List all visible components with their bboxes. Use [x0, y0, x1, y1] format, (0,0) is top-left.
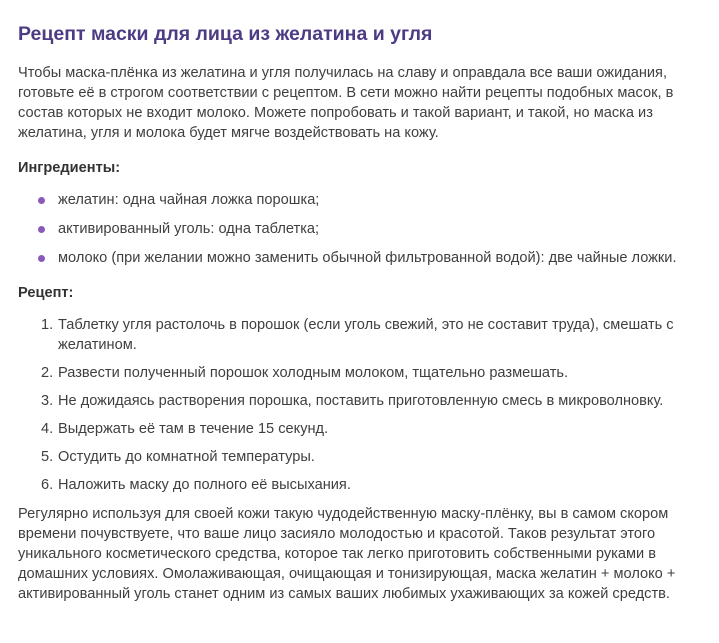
list-item	[41, 447, 701, 467]
recipe-heading: Рецепт:	[18, 285, 74, 301]
ingredients-heading: Ингредиенты:	[18, 160, 121, 176]
article-title: Рецепт маски для лица из желатина и угля	[18, 23, 433, 45]
step-number: 3.	[41, 393, 54, 409]
recipe-steps-list	[18, 315, 701, 495]
step-text: Остудить до комнатной температуры.	[58, 449, 315, 465]
step-text: Не дожидаясь растворения порошка, поставить приготовленную смесь в микроволновку.	[58, 393, 664, 409]
ingredient-text: желатин: одна чайная ложка порошка;	[58, 192, 320, 208]
ingredient-text: активированный уголь: одна таблетка;	[58, 221, 320, 237]
step-number: 5.	[41, 449, 54, 465]
ingredient-text: молоко (при желании можно заменить обычной фильтрованной водой): две чайные ложки.	[58, 250, 677, 266]
closing-paragraph: Регулярно используя для своей кожи такую чудодейственную маску-плёнку, вы в самом скором времени почувствуете, что ваше лицо засияло молодостью и красотой. Таков результат этого уникального косметического средства, которое так легко приготовить собственными руками в домашних условиях. Омолаживающая, очищающая и тонизирующая, маска желатин + молоко + активированный уголь станет одним из самых ваших любимых ухаживающих за кожей средств.	[18, 506, 676, 602]
list-item	[41, 475, 701, 495]
bullet-dot-icon	[38, 226, 45, 233]
step-number: 6.	[41, 477, 54, 493]
list-item	[41, 363, 701, 383]
list-item	[58, 219, 701, 239]
list-item	[41, 315, 701, 355]
step-number: 4.	[41, 421, 54, 437]
ingredients-list	[18, 190, 701, 268]
step-text: Выдержать её там в течение 15 секунд.	[58, 421, 329, 437]
bullet-dot-icon	[38, 197, 45, 204]
list-item	[41, 419, 701, 439]
step-text: Таблетку угля растолочь в порошок (если уголь свежий, это не составит труда), смешать с желатином.	[58, 317, 674, 353]
list-item	[58, 248, 701, 268]
step-text: Наложить маску до полного её высыхания.	[58, 477, 351, 493]
list-item	[41, 391, 701, 411]
step-text: Развести полученный порошок холодным молоком, тщательно размешать.	[58, 365, 569, 381]
list-item	[58, 190, 701, 210]
bullet-dot-icon	[38, 255, 45, 262]
step-number: 1.	[41, 317, 54, 333]
step-number: 2.	[41, 365, 54, 381]
intro-paragraph: Чтобы маска-плёнка из желатина и угля получилась на славу и оправдала все ваши ожидания, готовьте её в строгом соответствии с рецептом. В сети можно найти рецепты подобных масок, в состав которых не входит молоко. Можете попробовать и такой вариант, и такой, но маска из желатина, угля и молока будет мягче воздействовать на кожу.	[18, 65, 674, 141]
